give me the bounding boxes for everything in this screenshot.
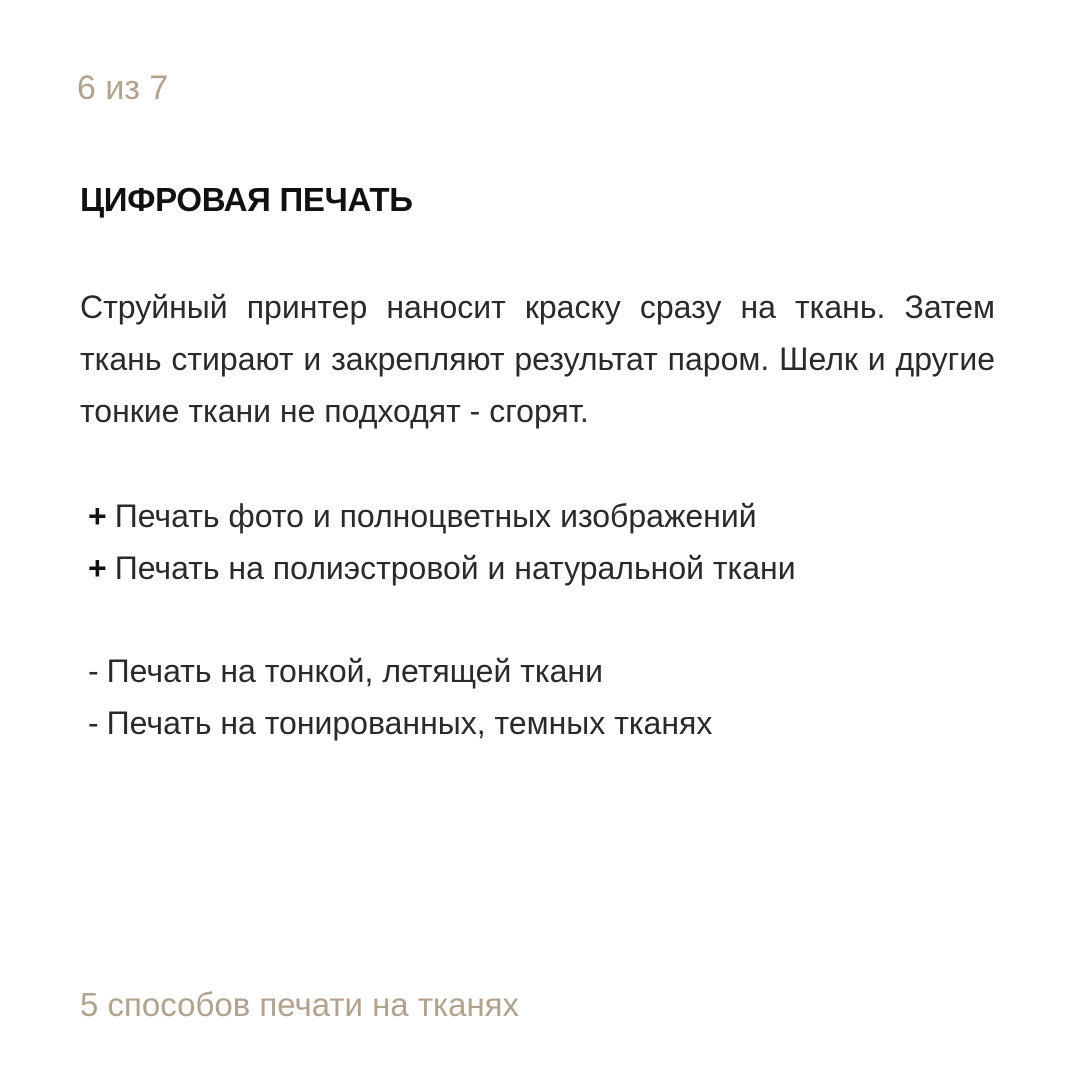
pros-list-item <box>88 490 796 542</box>
slide-counter: 6 из 7 <box>77 69 169 107</box>
pros-list-item <box>88 542 796 594</box>
cons-list-item <box>88 645 712 697</box>
cons-list-item <box>88 697 712 749</box>
cons-item-text: Печать на тонкой, летящей ткани <box>106 653 603 689</box>
plus-icon: + <box>88 498 107 534</box>
pros-item-text: Печать на полиэстровой и натуральной ткани <box>114 550 796 586</box>
minus-icon: - <box>88 705 99 741</box>
cons-item-text: Печать на тонированных, темных тканях <box>106 705 713 741</box>
pros-item-text: Печать фото и полноцветных изображений <box>114 498 757 534</box>
minus-icon: - <box>88 653 99 689</box>
cons-list <box>88 645 712 749</box>
description-paragraph: Струйный принтер наносит краску сразу на ткань. Затем ткань стирают и закрепляют результат паром. Шелк и другие тонкие ткани не подходят - сгорят. <box>80 289 995 429</box>
pros-list <box>88 490 796 594</box>
plus-icon: + <box>88 550 107 586</box>
slide-heading: ЦИФРОВАЯ ПЕЧАТЬ <box>80 181 413 218</box>
footer-series-title: 5 способов печати на тканях <box>80 986 520 1023</box>
